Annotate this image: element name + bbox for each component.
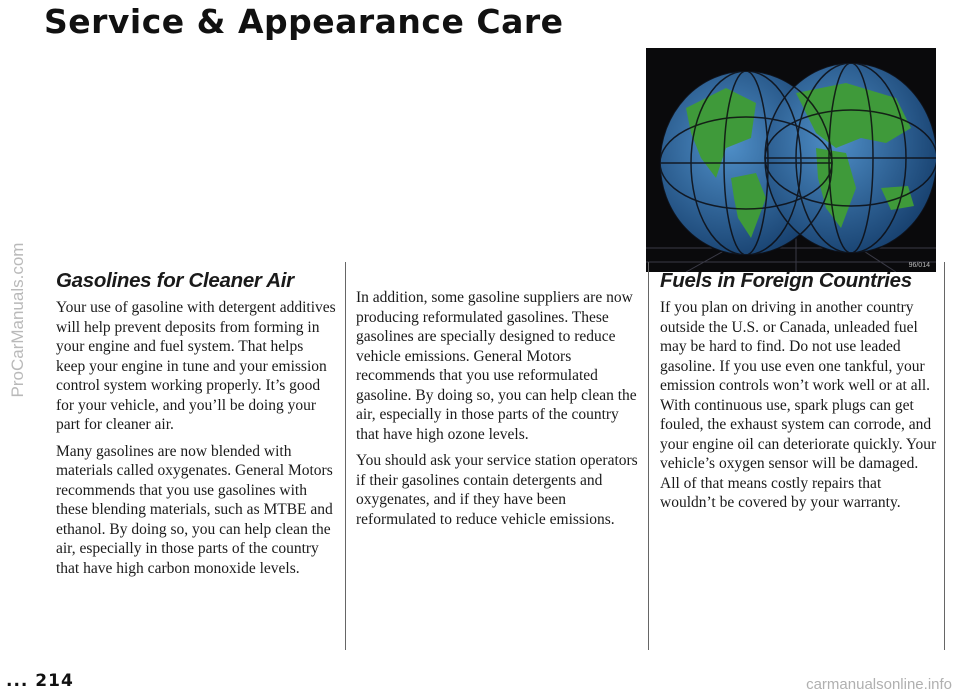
globe-photo bbox=[646, 48, 936, 272]
column-divider bbox=[345, 262, 346, 650]
paragraph: In addition, some gasoline suppliers are now producing reformulated gasolines. These gasolines are specially designed to reduce vehicle emissions. General Motors recommends that you use reformulated gasoline. By doing so, you can help clean the air, especially in those parts of the country that have high ozone levels. bbox=[356, 289, 637, 443]
section-heading: Gasolines for Cleaner Air bbox=[56, 269, 294, 292]
paragraph: Many gasolines are now blended with materials called oxygenates. General Motors recommends that you use gasolines with these blending materials, such as MTBE and ethanol. By doing so, you can help clean the air, especially in those parts of the country that have high carbon monoxide levels. bbox=[56, 442, 333, 577]
paragraph: Your use of gasoline with detergent additives will help prevent deposits from forming in your engine and fuel system. That helps keep your engine in tune and your emission control system working properly. It’s good for your vehicle, and you’ll be doing your part for cleaner air. bbox=[56, 299, 336, 433]
photo-code: 96/014 bbox=[908, 262, 930, 269]
page-title: Service & Appearance Care bbox=[44, 2, 564, 41]
column-divider bbox=[648, 262, 649, 650]
world-globes-illustration bbox=[646, 48, 936, 272]
bottom-watermark: carmanualsonline.info bbox=[806, 676, 952, 693]
paragraph: You should ask your service station operators if their gasolines contain detergents and oxygenates, and if they have been reformulated to reduce vehicle emissions. bbox=[356, 452, 638, 528]
paragraph: If you plan on driving in another country outside the U.S. or Canada, unleaded fuel may be hard to find. Do not use leaded gasoline. If you use even one tankful, your emission controls won’t work well or at all. With continuous use, spark plugs can get fouled, the exhaust system can corrode, and your engine oil can deteriorate quickly. Your vehicle’s oxygen sensor will be damaged. All of that means costly repairs that wouldn’t be covered by your warranty. bbox=[660, 299, 937, 511]
side-watermark: ProCarManuals.com bbox=[8, 242, 27, 398]
section-cleaner-air bbox=[56, 268, 336, 585]
column-divider bbox=[944, 262, 945, 650]
section-foreign-fuels bbox=[660, 268, 940, 520]
section-reformulated bbox=[356, 288, 640, 536]
section-heading: Fuels in Foreign Countries bbox=[660, 269, 912, 292]
page-number: ... 214 bbox=[6, 671, 74, 691]
